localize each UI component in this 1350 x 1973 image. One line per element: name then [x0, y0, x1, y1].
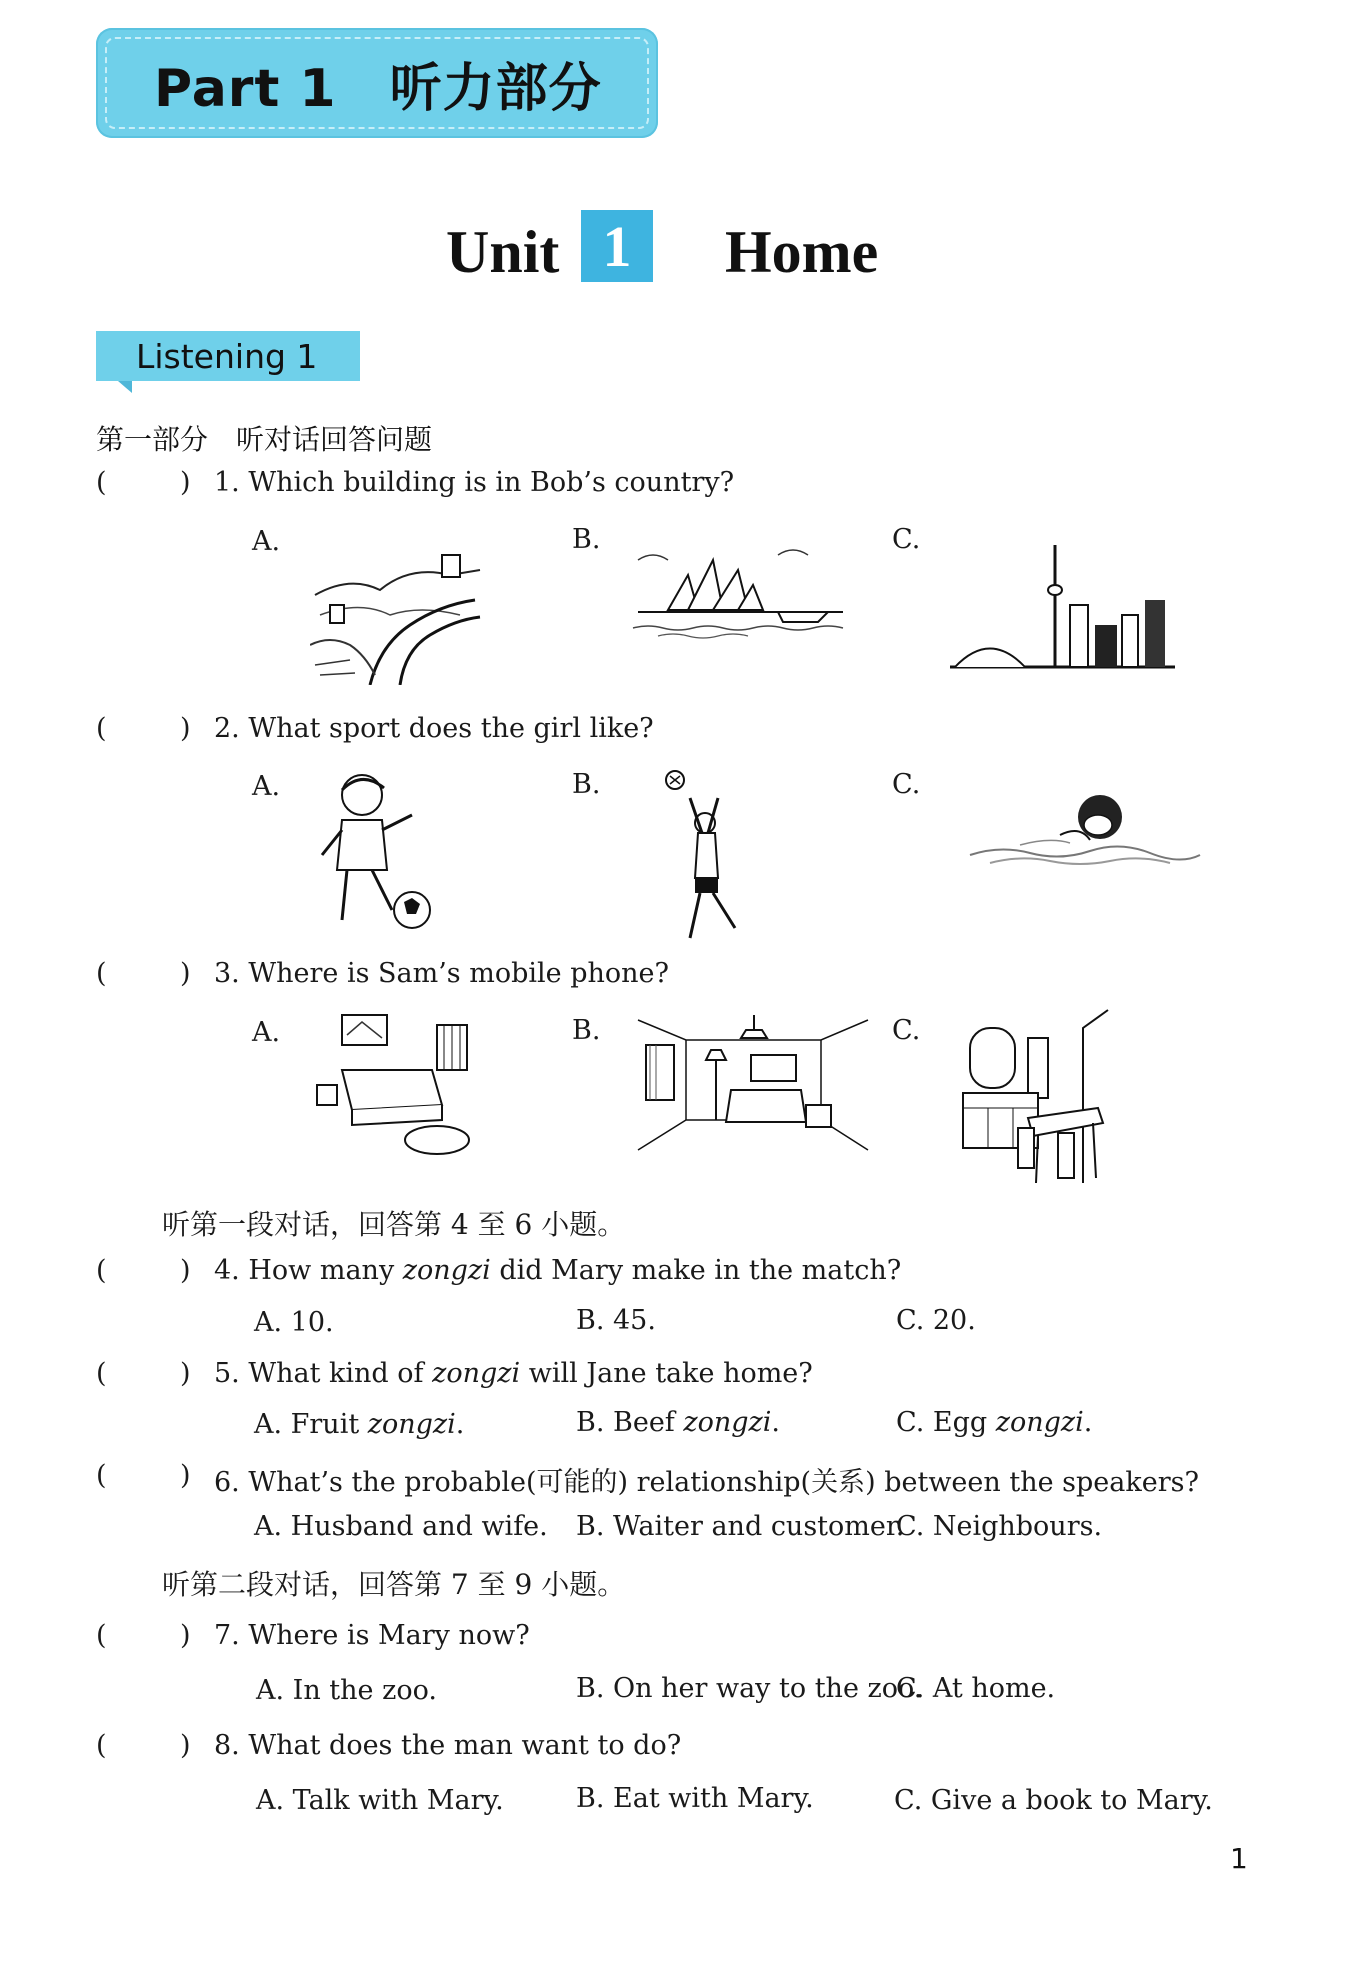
opera-house-illustration	[628, 540, 853, 640]
question-text: 3. Where is Sam’s mobile phone?	[214, 958, 669, 989]
option-b: B. Waiter and customer.	[576, 1511, 905, 1542]
answer-paren-left: (	[96, 467, 107, 498]
answer-paren-right: )	[180, 958, 191, 989]
answer-paren-right: )	[180, 1460, 191, 1491]
part-title: Part 1 听力部分	[154, 59, 602, 119]
question-text: 1. Which building is in Bob’s country?	[214, 467, 735, 498]
answer-paren-right: )	[180, 1730, 191, 1761]
question-text: 8. What does the man want to do?	[214, 1730, 682, 1761]
listening-label: Listening 1	[136, 337, 318, 376]
answer-paren-right: )	[180, 467, 191, 498]
option-label: B.	[572, 524, 601, 555]
question-text: 4. How many zongzi did Mary make in the match?	[214, 1255, 902, 1286]
girl-swimming-illustration	[960, 785, 1205, 875]
unit-word: Unit	[446, 219, 560, 285]
option-c: C. Give a book to Mary.	[894, 1785, 1213, 1816]
dialogue-intro-2: 听第二段对话，回答第 7 至 9 小题。	[162, 1568, 626, 1601]
bedroom-illustration	[312, 1010, 477, 1160]
girl-football-illustration	[312, 770, 447, 940]
option-label: B.	[572, 769, 601, 800]
question-text: 2. What sport does the girl like?	[214, 713, 654, 744]
part-banner	[96, 28, 658, 138]
answer-paren-left: (	[96, 713, 107, 744]
option-a: A. Husband and wife.	[254, 1511, 548, 1542]
option-label: C.	[892, 1015, 921, 1046]
answer-paren-left: (	[96, 1460, 107, 1491]
option-label: C.	[892, 524, 921, 555]
section-heading: 第一部分 听对话回答问题	[96, 423, 433, 456]
great-wall-illustration	[310, 545, 485, 685]
option-b: B. Eat with Mary.	[576, 1783, 814, 1814]
option-label: C.	[892, 769, 921, 800]
option-label: B.	[572, 1015, 601, 1046]
answer-paren-left: (	[96, 958, 107, 989]
option-label: A.	[252, 526, 281, 557]
girl-volleyball-illustration	[660, 768, 750, 948]
answer-paren-right: )	[180, 1358, 191, 1389]
option-b: B. 45.	[576, 1305, 656, 1336]
option-c: C. Neighbours.	[896, 1511, 1103, 1542]
option-b: B. On her way to the zoo.	[576, 1673, 923, 1704]
answer-paren-right: )	[180, 1620, 191, 1651]
answer-paren-left: (	[96, 1730, 107, 1761]
answer-paren-left: (	[96, 1358, 107, 1389]
answer-paren-right: )	[180, 713, 191, 744]
option-c: C. At home.	[896, 1673, 1056, 1704]
answer-paren-left: (	[96, 1620, 107, 1651]
listening-tag	[96, 331, 360, 381]
option-c: C. Egg zongzi.	[896, 1407, 1093, 1438]
option-a: A. 10.	[254, 1307, 334, 1338]
answer-paren-right: )	[180, 1255, 191, 1286]
option-label: A.	[252, 1017, 281, 1048]
page-number: 1	[1230, 1842, 1248, 1875]
dining-room-illustration	[958, 1008, 1113, 1193]
unit-name: Home	[725, 219, 879, 285]
dialogue-intro-1: 听第一段对话，回答第 4 至 6 小题。	[162, 1208, 626, 1241]
option-a: A. Fruit zongzi.	[254, 1409, 465, 1440]
option-a: A. In the zoo.	[256, 1675, 437, 1706]
living-room-illustration	[636, 1010, 871, 1155]
option-a: A. Talk with Mary.	[256, 1785, 504, 1816]
answer-paren-left: (	[96, 1255, 107, 1286]
question-text: 5. What kind of zongzi will Jane take home?	[214, 1358, 813, 1389]
unit-number-box: 1	[581, 210, 653, 282]
option-c: C. 20.	[896, 1305, 976, 1336]
question-text: 6. What’s the probable(可能的) relationship(关系) between the speakers?	[214, 1467, 1199, 1498]
option-label: A.	[252, 771, 281, 802]
option-b: B. Beef zongzi.	[576, 1407, 780, 1438]
question-text: 7. Where is Mary now?	[214, 1620, 530, 1651]
cn-tower-skyline-illustration	[950, 545, 1175, 670]
